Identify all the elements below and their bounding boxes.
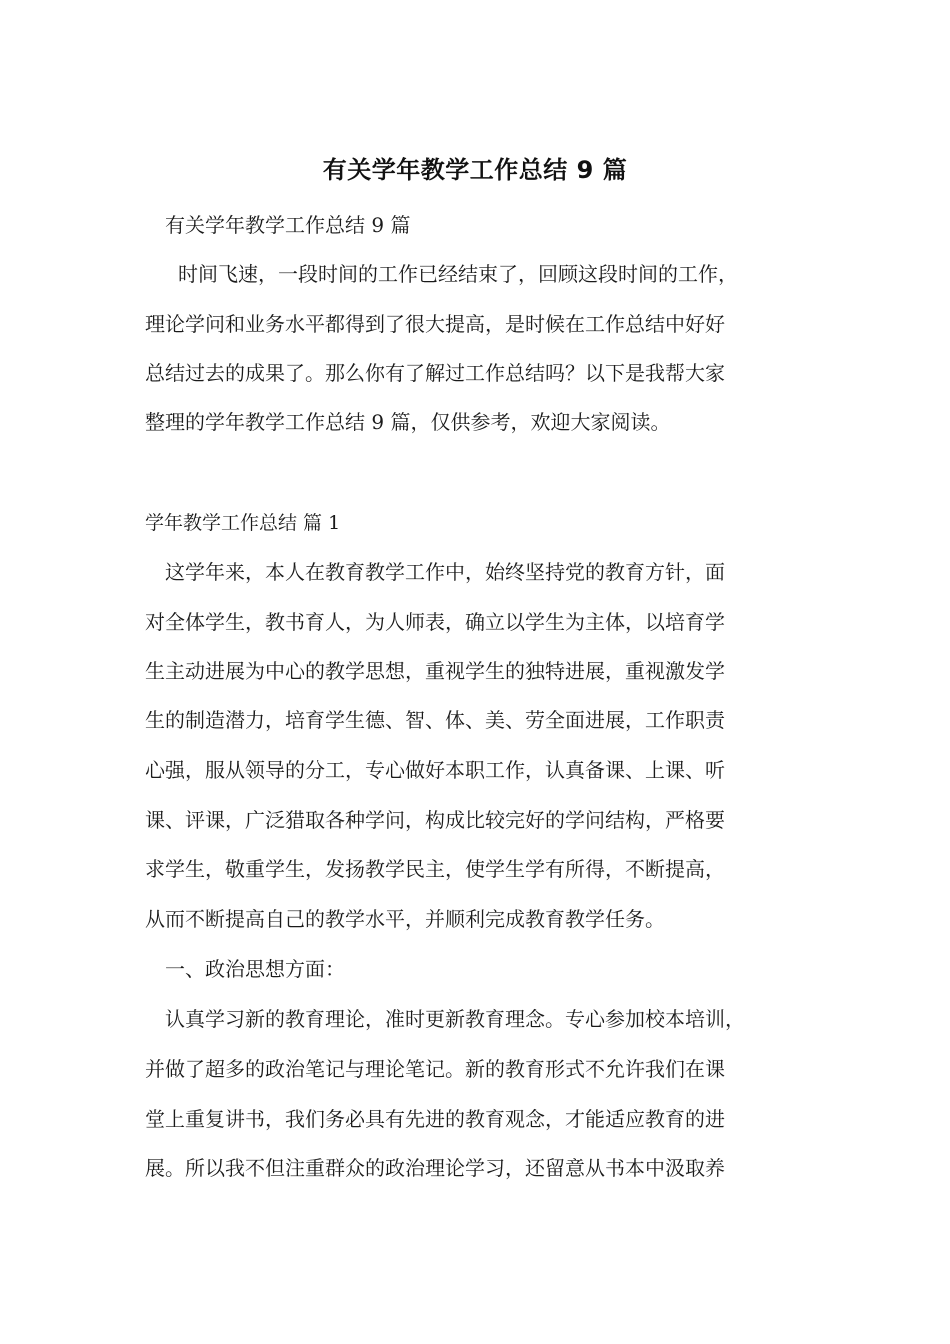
section-heading: 学年教学工作总结 篇 1 xyxy=(145,512,341,534)
document-title: 有关学年教学工作总结 9 篇 xyxy=(322,156,628,184)
paragraph-line: 生的制造潜力，培育学生德、智、体、美、劳全面进展，工作职责 xyxy=(145,708,725,732)
paragraph-line: 对全体学生，教书育人，为人师表，确立以学生为主体，以培育学 xyxy=(145,610,725,634)
intro-line: 总结过去的成果了。那么你有了解过工作总结吗？以下是我帮大家 xyxy=(145,361,725,385)
paragraph-line: 认真学习新的教育理论，准时更新教育理念。专心参加校本培训， xyxy=(165,1007,745,1031)
paragraph-line: 从而不断提高自己的教学水平，并顺利完成教育教学任务。 xyxy=(145,907,665,931)
document-subtitle: 有关学年教学工作总结 9 篇 xyxy=(165,213,411,237)
paragraph-line: 展。所以我不但注重群众的政治理论学习，还留意从书本中汲取养 xyxy=(145,1156,725,1180)
intro-line: 理论学问和业务水平都得到了很大提高，是时候在工作总结中好好 xyxy=(145,312,725,336)
paragraph-line: 这学年来，本人在教育教学工作中，始终坚持党的教育方针，面 xyxy=(165,560,725,584)
paragraph-line: 生主动进展为中心的教学思想，重视学生的独特进展，重视激发学 xyxy=(145,659,725,683)
paragraph-line: 心强，服从领导的分工，专心做好本职工作，认真备课、上课、听 xyxy=(145,758,725,782)
intro-line: 整理的学年教学工作总结 9 篇，仅供参考，欢迎大家阅读。 xyxy=(145,410,671,434)
intro-line: 时间飞速，一段时间的工作已经结束了，回顾这段时间的工作， xyxy=(178,262,738,286)
paragraph-line: 求学生，敬重学生，发扬教学民主，使学生学有所得，不断提高， xyxy=(145,857,725,881)
subsection-heading: 一、政治思想方面： xyxy=(165,957,345,981)
paragraph-line: 课、评课，广泛猎取各种学问，构成比较完好的学问结构，严格要 xyxy=(145,808,725,832)
paragraph-line: 堂上重复讲书，我们务必具有先进的教育观念，才能适应教育的进 xyxy=(145,1107,725,1131)
paragraph-line: 并做了超多的政治笔记与理论笔记。新的教育形式不允许我们在课 xyxy=(145,1057,725,1081)
